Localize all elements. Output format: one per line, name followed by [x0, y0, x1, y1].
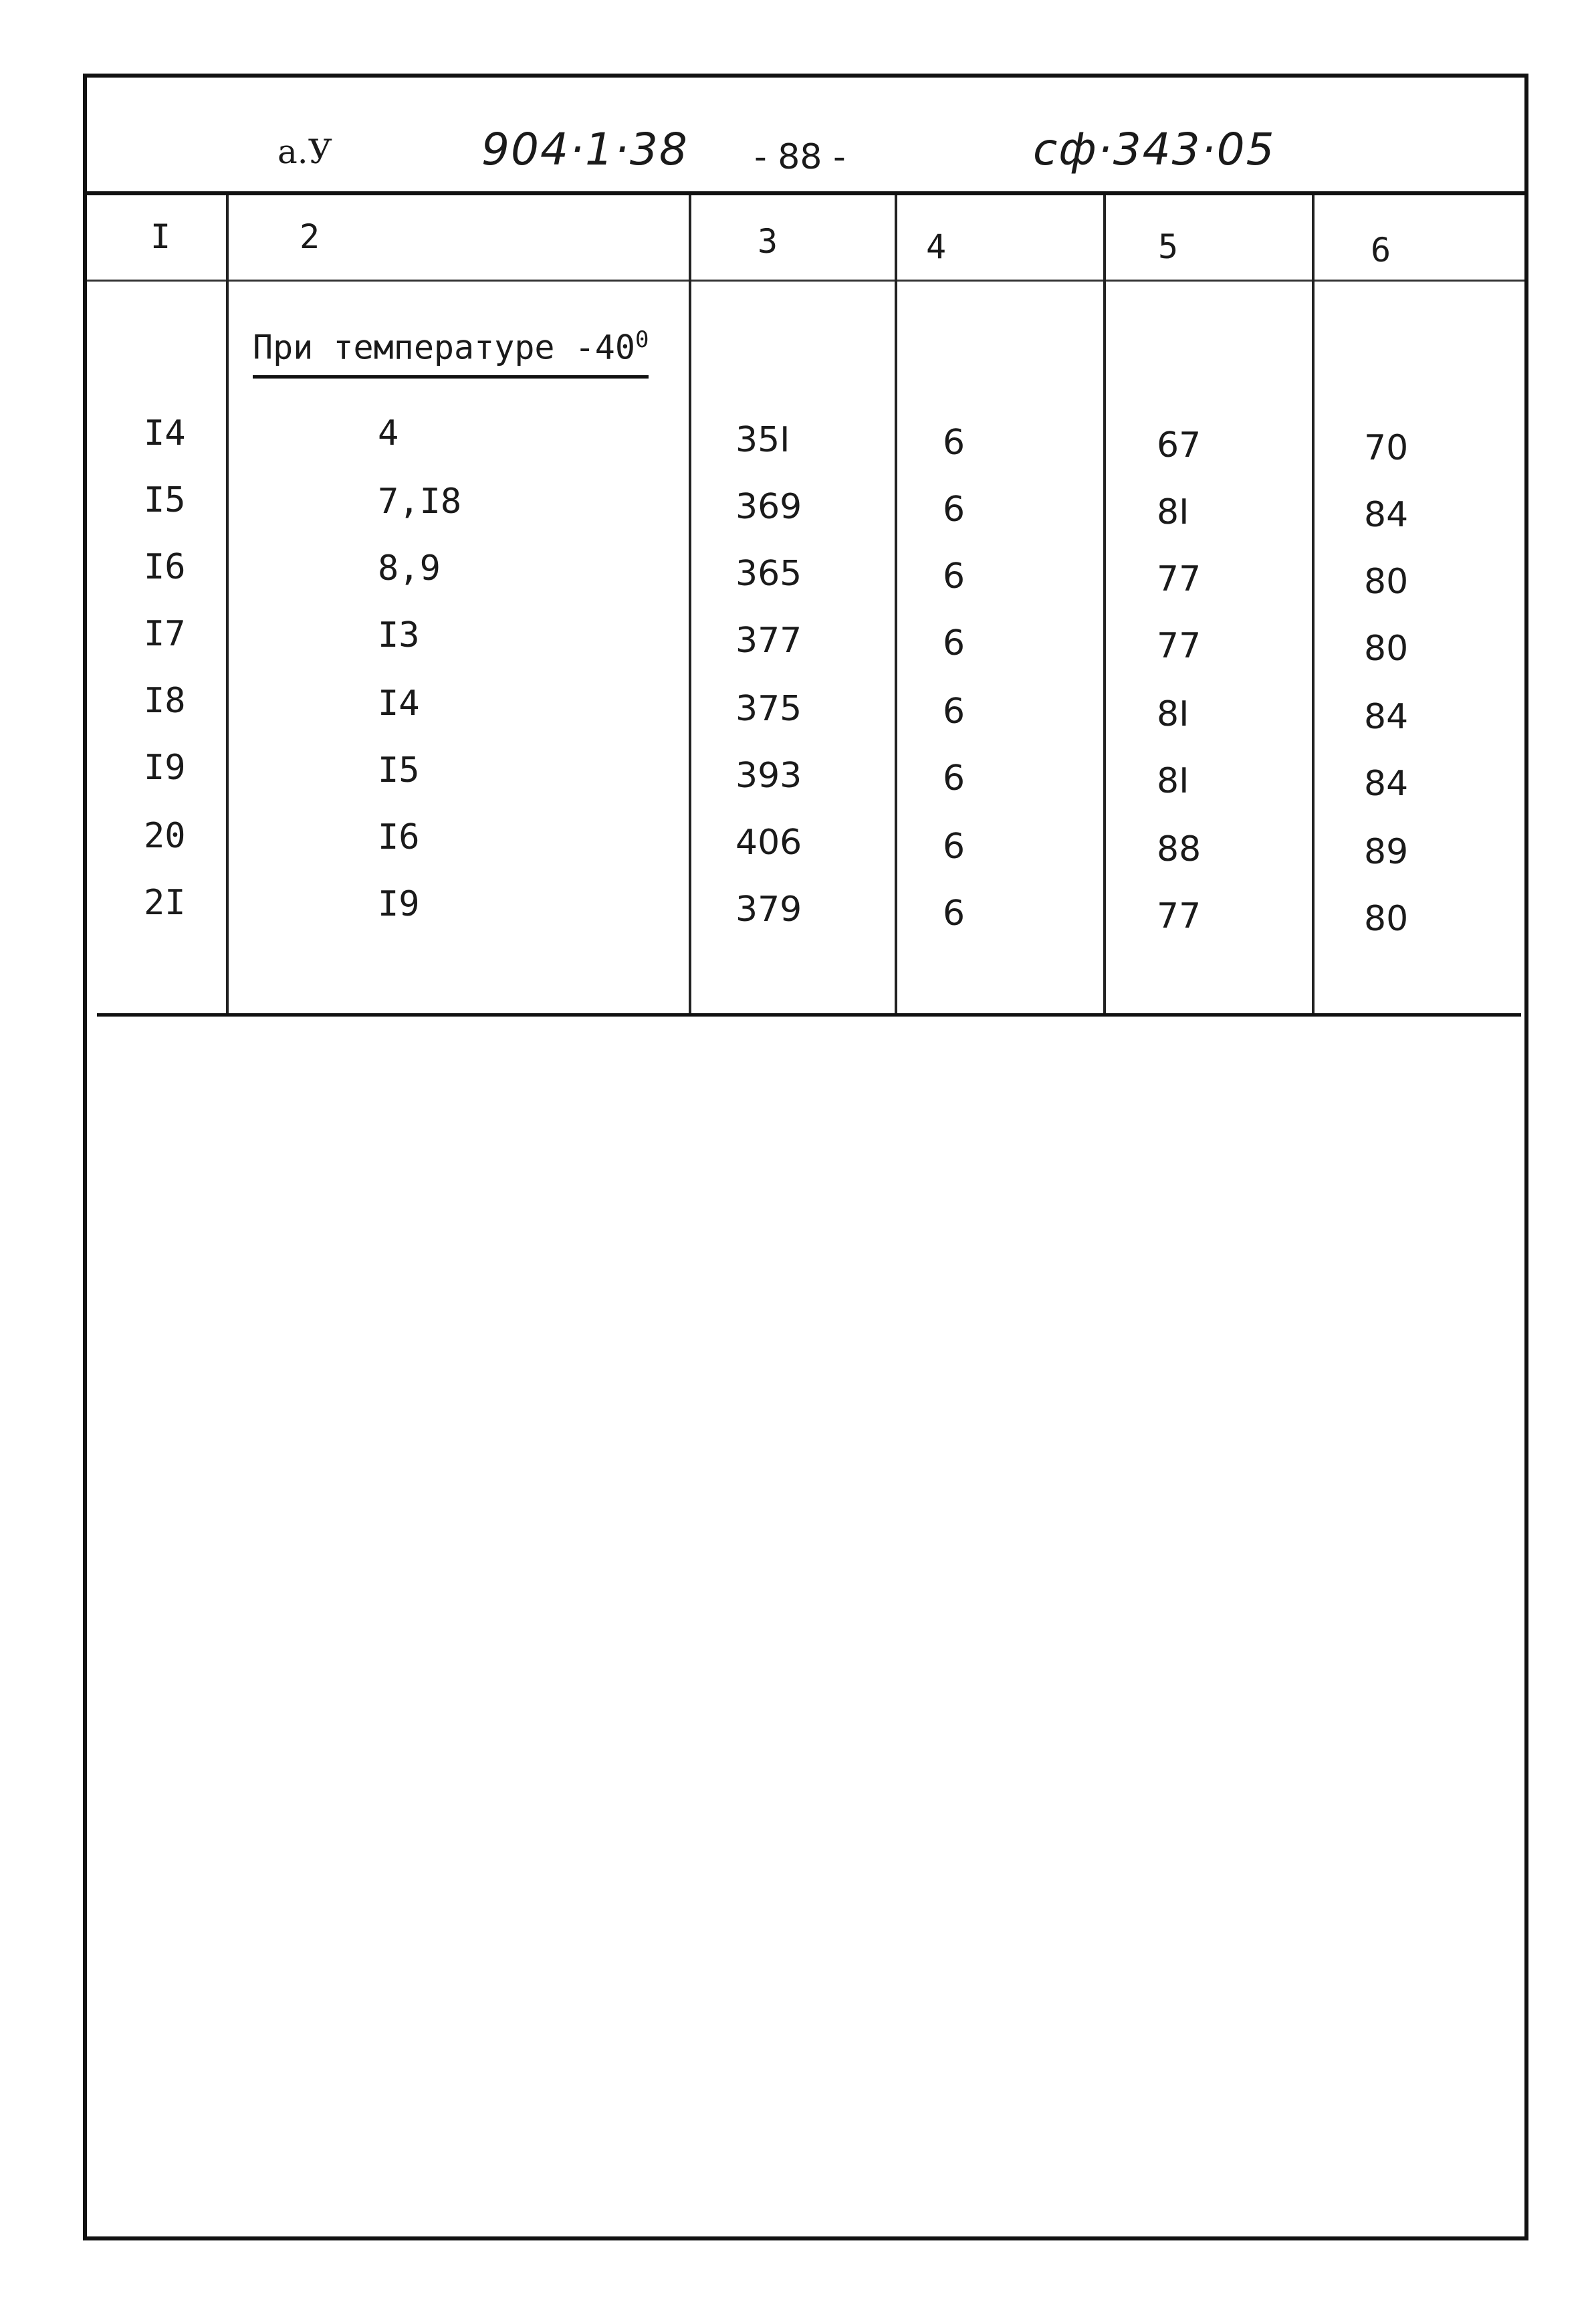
cell-col1: I9 — [144, 748, 186, 788]
cell-col4: 6 — [943, 894, 965, 934]
cell-col6: 84 — [1364, 764, 1409, 804]
cell-col4: 6 — [943, 692, 965, 732]
cell-col5: 77 — [1157, 626, 1202, 666]
column-header-3: 3 — [758, 222, 778, 261]
cell-col2: I3 — [378, 615, 420, 655]
column-divider-4 — [1103, 195, 1106, 1015]
cell-col5: 8I — [1157, 761, 1189, 801]
cell-col1: 2I — [144, 883, 186, 923]
table-bottom-rule — [97, 1013, 1521, 1017]
cell-col1: I8 — [144, 681, 186, 721]
cell-col1: I7 — [144, 614, 186, 654]
cell-col6: 70 — [1364, 428, 1409, 468]
column-divider-3 — [895, 195, 897, 1015]
column-header-6: 6 — [1371, 231, 1391, 270]
cell-col3: 406 — [735, 823, 802, 863]
cell-col4: 6 — [943, 827, 965, 867]
column-header-5: 5 — [1158, 227, 1179, 266]
cell-col3: 369 — [735, 487, 802, 527]
cell-col3: 377 — [735, 621, 802, 661]
cell-col3: 393 — [735, 756, 802, 796]
cell-col5: 67 — [1157, 425, 1202, 465]
cell-col6: 80 — [1364, 562, 1409, 602]
column-header-divider — [87, 280, 1524, 282]
cell-col2: 7,I8 — [378, 482, 462, 522]
cell-col3: 35I — [735, 420, 790, 460]
cell-col2: I4 — [378, 684, 420, 724]
column-divider-2 — [689, 195, 691, 1015]
cell-col2: 4 — [378, 413, 399, 453]
cell-col4: 6 — [943, 623, 965, 663]
column-divider-5 — [1312, 195, 1315, 1015]
cell-col4: 6 — [943, 423, 965, 463]
column-divider-1 — [226, 195, 229, 1015]
cell-col2: 8,9 — [378, 548, 441, 589]
cell-col1: I5 — [144, 480, 186, 520]
column-header-1: I — [150, 217, 171, 256]
cell-col6: 80 — [1364, 899, 1409, 939]
cell-col4: 6 — [943, 758, 965, 799]
cell-col5: 77 — [1157, 896, 1202, 936]
cell-col5: 77 — [1157, 559, 1202, 599]
column-header-2: 2 — [300, 217, 320, 256]
header-code: сф·343·05 — [1033, 124, 1276, 175]
section-title-text: При температуре -40 — [253, 328, 635, 367]
cell-col1: I4 — [144, 413, 186, 453]
cell-col5: 8I — [1157, 694, 1189, 734]
cell-col6: 84 — [1364, 697, 1409, 737]
cell-col3: 379 — [735, 889, 802, 930]
header-doc-number: 904·1·38 — [481, 124, 689, 175]
cell-col5: 8I — [1157, 492, 1189, 532]
column-header-4: 4 — [926, 227, 947, 266]
cell-col6: 89 — [1364, 832, 1409, 872]
header-series: а.У — [277, 132, 332, 171]
cell-col2: I9 — [378, 884, 420, 924]
cell-col5: 88 — [1157, 829, 1202, 869]
cell-col2: I5 — [378, 750, 420, 791]
cell-col1: I6 — [144, 547, 186, 587]
cell-col6: 84 — [1364, 495, 1409, 535]
cell-col4: 6 — [943, 490, 965, 530]
cell-col1: 20 — [144, 816, 186, 856]
cell-col4: 6 — [943, 556, 965, 597]
cell-col3: 375 — [735, 689, 802, 729]
cell-col2: I6 — [378, 817, 420, 857]
section-title — [253, 326, 649, 379]
header-page-number: - 88 - — [754, 137, 846, 177]
degree-superscript: 0 — [635, 326, 649, 353]
cell-col6: 80 — [1364, 629, 1409, 669]
cell-col3: 365 — [735, 554, 802, 594]
